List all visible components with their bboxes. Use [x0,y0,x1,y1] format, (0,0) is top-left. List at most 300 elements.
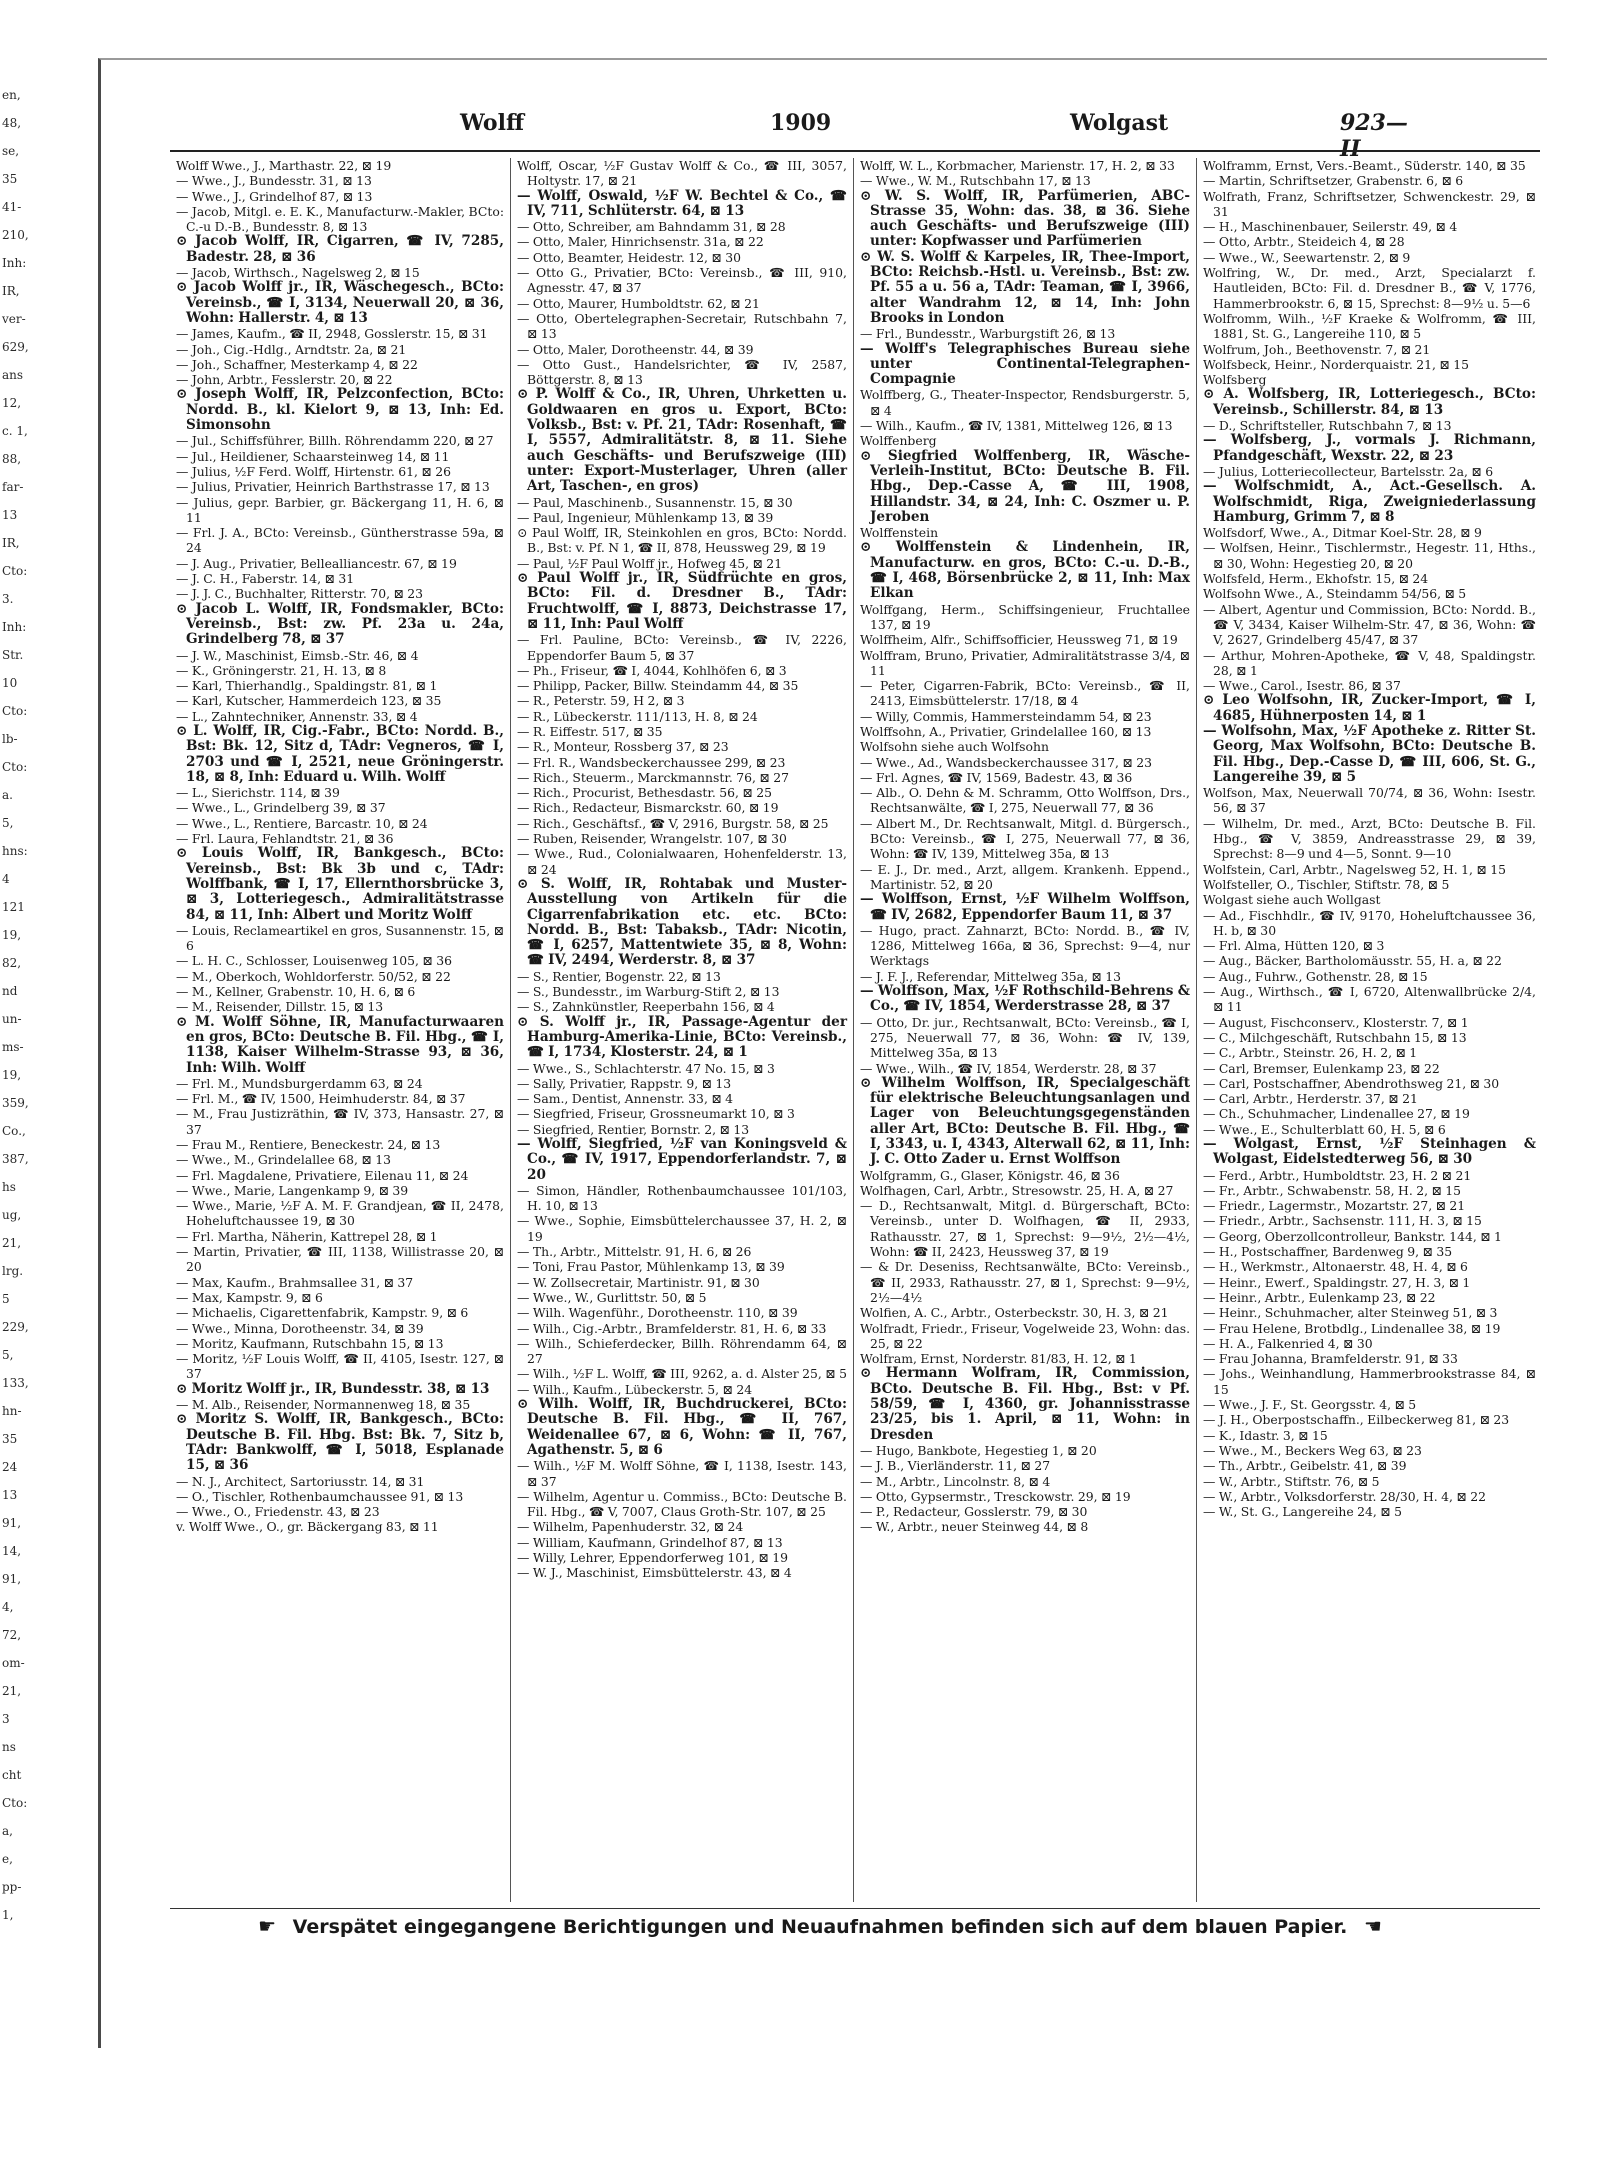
directory-entry: — Wwe., W. M., Rutschbahn 17, ⊠ 13 [860,173,1091,189]
directory-entry: ⊙ Siegfried Wolffenberg, IR, Wäsche-Verleih-Institut, BCto: Deutsche B. Fil. Hbg., Dep.-Casse A, ☎ III, 1908, Hillandstr. 34, ⊠ 24, Inh: C. Oszmer u. P. Jeroben [860,447,1190,525]
directory-entry: — Joh., Cig.-Hdlg., Arndtstr. 2a, ⊠ 21 [176,341,407,357]
directory-entry: — Wwe., W., Seewartenstr. 2, ⊠ 9 [1203,249,1411,265]
directory-entry: — Wilhelm, Papenhuderstr. 32, ⊠ 24 [517,1519,744,1535]
directory-heading-entry: Wolfsteller, O., Tischler, Stiftstr. 78, ⊠ 5 [1203,876,1450,892]
directory-entry: — S., Bundesstr., im Warburg-Stift 2, ⊠ 13 [517,984,780,1000]
directory-entry: — J. F. J., Referendar, Mittelweg 35a, ⊠ 13 [860,968,1121,984]
directory-entry: — Moritz, ½F Louis Wolff, ☎ II, 4105, Isestr. 127, ⊠ 37 [176,1351,504,1382]
directory-entry: — K., Idastr. 3, ⊠ 15 [1203,1427,1328,1443]
directory-entry: ⊙ Moritz S. Wolff, IR, Bankgesch., BCto: Deutsche B. Fil. Hbg. Bst: Bk. 7, Sitz b, TAdr: Bankwolff, ☎ I, 5018, Esplanade 15, ⊠ 36 [176,1411,504,1474]
gutter-fragment: 82, [2,956,22,970]
header-year: 1909 [770,110,832,136]
gutter-fragment: 21, [2,1684,22,1698]
footer-notice [220,1914,1420,1938]
directory-entry: — Joh., Schaffner, Mesterkamp 4, ⊠ 22 [176,356,418,372]
directory-entry: — Ch., Schuhmacher, Lindenallee 27, ⊠ 19 [1203,1106,1470,1122]
gutter-fragment: 72, [2,1628,22,1642]
directory-entry: — Carl, Bremser, Eulenkamp 23, ⊠ 22 [1203,1060,1440,1076]
directory-entry: — Otto Gust., Handelsrichter, ☎ IV, 2587, Böttgerstr. 8, ⊠ 13 [517,356,847,388]
pointing-hand-left-icon: ☚ [1363,1914,1382,1938]
gutter-fragment: 5, [2,1348,14,1362]
column-2 [510,158,853,1902]
directory-entry: ⊙ Jacob L. Wolff, IR, Fondsmakler, BCto: Vereinsb., Bst: zw. Pf. 23a u. 24a, Grindelberg 78, ⊠ 37 [176,600,504,648]
directory-entry: — Frl. M., ☎ IV, 1500, Heimhuderstr. 84, ⊠ 37 [176,1091,466,1107]
directory-entry: — Siegfried, Friseur, Grossneumarkt 10, ⊠ 3 [517,1106,795,1122]
directory-entry: — Wwe., Sophie, Eimsbüttelerchaussee 37, H. 2, ⊠ 19 [517,1213,847,1244]
directory-entry: — Aug., Fuhrw., Gothenstr. 28, ⊠ 15 [1203,968,1428,984]
gutter-fragment: 35 [2,1432,18,1446]
directory-entry: ⊙ W. S. Wolff & Karpeles, IR, Thee-Import, BCto: Reichsb.-Hstl. u. Vereinsb., Bst: zw. Pf. 55 a u. 56 a, TAdr: Teaman, ☎ I, 3966, alter Wandrahm 12, ⊠ 14, Inh: John Brooks in London [860,248,1190,326]
directory-entry: — Wilhelm, Dr. med., Arzt, BCto: Deutsche B. Fil. Hbg., ☎ V, 3859, Andreasstrasse 29, ⊠ 39, Sprechst: 8—9 und 4—5, Sonnt. 9—10 [1203,815,1536,862]
directory-entry: — Frau Johanna, Bramfelderstr. 91, ⊠ 33 [1203,1351,1458,1367]
directory-entry: — Paul, ½F Paul Wolff jr., Hofweg 45, ⊠ 21 [517,555,783,571]
header-page-number: 923—II [1340,110,1408,162]
gutter-fragment: 3. [2,592,14,606]
gutter-fragment: a, [2,1824,13,1838]
directory-entry: Wolff, W. L., Korbmacher, Marienstr. 17, H. 2, ⊠ 33 [860,158,1175,173]
directory-entry: ⊙ Paul Wolff jr., IR, Südfrüchte en gros, BCto: Fil. d. Dresdner B., TAdr: Fruchtwolff, ☎ I, 8873, Deichstrasse 17, ⊠ 11, Inh: Paul Wolff [517,570,847,632]
directory-entry: — Th., Arbtr., Geibelstr. 41, ⊠ 39 [1203,1458,1407,1474]
directory-entry: ⊙ Wolffenstein & Lindenhein, IR, Manufacturw. en gros, BCto: C.-u. D.-B., ☎ I, 468, Börsenbrücke 2, ⊠ 11, Inh: Max Elkan [860,539,1190,602]
directory-entry: — Aug., Bäcker, Bartholomäusstr. 55, H. a, ⊠ 22 [1203,953,1502,969]
gutter-fragment: 121 [2,900,25,914]
directory-entry: — Ph., Friseur, ☎ I, 4044, Kohlhöfen 6, ⊠ 3 [517,662,787,678]
directory-entry: — R., Peterstr. 59, H 2, ⊠ 3 [517,693,685,709]
gutter-fragment: 13 [2,1488,18,1502]
directory-entry: — L., Sierichstr. 114, ⊠ 39 [176,785,340,801]
directory-entry: — Jul., Heildiener, Schaarsteinweg 14, ⊠ 11 [176,448,450,464]
pointing-hand-right-icon: ☛ [258,1914,277,1938]
directory-entry: — O., Tischler, Rothenbaumchaussee 91, ⊠ 13 [176,1488,464,1504]
directory-entry: — Frl. Pauline, BCto: Vereinsb., ☎ IV, 2226, Eppendorfer Baum 5, ⊠ 37 [517,632,847,663]
directory-entry: — P., Redacteur, Gosslerstr. 79, ⊠ 30 [860,1504,1088,1520]
directory-entry: — Friedr., Lagermstr., Mozartstr. 27, ⊠ 21 [1203,1198,1466,1214]
directory-entry: — N. J., Architect, Sartoriusstr. 14, ⊠ 31 [176,1473,425,1489]
directory-heading-entry: Wolfien, A. C., Arbtr., Osterbeckstr. 30, H. 3, ⊠ 21 [860,1305,1169,1321]
gutter-fragment: ver- [2,312,26,326]
directory-entry: Wolff, Oscar, ½F Gustav Wolff & Co., ☎ III, 3057, Holtystr. 17, ⊠ 21 [517,158,847,189]
directory-heading-entry: Wolfring, W., Dr. med., Arzt, Specialarzt f. Hautleiden, BCto: Fil. d. Dresdner B., ☎ V, 1776, Hammerbrookstr. 6, ⊠ 15, Sprechst: 8—9½ u. 5—6 [1203,265,1536,311]
gutter-fragment: ans [2,368,24,382]
gutter-fragment: Inh: [2,256,27,270]
directory-entry: — Wilh., Kaufm., Lübeckerstr. 5, ⊠ 24 [517,1381,753,1397]
page-header [170,110,1420,162]
directory-entry: — Wwe., S., Schlachterstr. 47 No. 15, ⊠ 3 [517,1060,775,1076]
directory-entry: ⊙ Jacob Wolff jr., IR, Wäschegesch., BCto: Vereinsb., ☎ I, 3134, Neuerwall 20, ⊠ 36, Wohn: Hallerstr. 4, ⊠ 13 [176,279,504,326]
directory-heading-entry: Wolffsohn, A., Privatier, Grindelallee 160, ⊠ 13 [860,723,1152,739]
directory-entry: — Fr., Arbtr., Schwabenstr. 58, H. 2, ⊠ 15 [1203,1182,1462,1198]
directory-entry: — H., Postschaffner, Bardenweg 9, ⊠ 35 [1203,1244,1453,1260]
directory-entry: — Simon, Händler, Rothenbaumchaussee 101/103, H. 10, ⊠ 13 [517,1182,847,1214]
gutter-fragment: 629, [2,340,29,354]
directory-entry: — Moritz, Kaufmann, Rutschbahn 15, ⊠ 13 [176,1335,444,1351]
directory-entry: — William, Kaufmann, Grindelhof 87, ⊠ 13 [517,1534,783,1550]
gutter-fragment: 10 [2,676,18,690]
gutter-fragment: cht [2,1768,22,1782]
directory-entry: ⊙ Wilhelm Wolffson, IR, Specialgeschäft für elektrische Beleuchtungsanlagen und Lager von Beleuchtungsgegenständen aller Art, BCto: Deutsche B. Fil. Hbg., ☎ I, 3343, u. I, 4343, Alterwall 62, ⊠ 11, Inh: J. C. Otto Zader u. Ernst Wolffson [860,1074,1190,1168]
gutter-fragment: 210, [2,228,29,242]
gutter-fragment: 3 [2,1712,10,1726]
directory-entry: — Wolfsen, Heinr., Tischlermstr., Hegestr. 11, Hths., ⊠ 30, Wohn: Hegestieg 20, ⊠ 20 [1203,540,1536,571]
directory-entry: — M., Kellner, Grabenstr. 10, H. 6, ⊠ 6 [176,984,416,1000]
directory-entry: — Ruben, Reisender, Wrangelstr. 107, ⊠ 30 [517,831,787,847]
directory-entry: — W., Arbtr., neuer Steinweg 44, ⊠ 8 [860,1519,1089,1535]
directory-entry: — Wolgast, Ernst, ½F Steinhagen & Wolgast, Eidelstedterweg 56, ⊠ 30 [1203,1136,1536,1168]
directory-entry: — Willy, Lehrer, Eppendorferweg 101, ⊠ 19 [517,1550,789,1566]
directory-entry: — Siegfried, Rentier, Bornstr. 2, ⊠ 13 [517,1121,750,1137]
directory-heading-entry: Wolfsohn siehe auch Wolfsohn [860,739,1049,755]
directory-entry: — Frl., Bundesstr., Warburgstift 26, ⊠ 13 [860,326,1116,342]
gutter-fragment: 88, [2,452,22,466]
directory-entry: — S., Rentier, Bogenstr. 22, ⊠ 13 [517,968,721,984]
directory-heading-entry: Wolframm, Ernst, Vers.-Beamt., Süderstr. 140, ⊠ 35 [1203,158,1526,173]
gutter-fragment: hs [2,1180,16,1194]
gutter-fragment: c. 1, [2,424,28,438]
directory-entry: — Wwe., M., Beckers Weg 63, ⊠ 23 [1203,1442,1422,1458]
directory-entry: — Carl, Postschaffner, Abendrothsweg 21, ⊠ 30 [1203,1075,1500,1091]
directory-entry: — Wilh., Schieferdecker, Billh. Röhrendamm 64, ⊠ 27 [517,1335,847,1367]
directory-entry: — Albert, Agentur und Commission, BCto: Nordd. B., ☎ V, 3434, Kaiser Wilhelm-Str. 47, ⊠ 36, Wohn: ☎ V, 2627, Grindelberg 45/47, ⊠ 37 [1203,601,1536,648]
gutter-fragment: Cto: [2,1796,28,1810]
directory-entry: — Jul., Schiffsführer, Billh. Röhrendamm 220, ⊠ 27 [176,433,494,449]
directory-entry: — Rich., Procurist, Bethesdastr. 56, ⊠ 25 [517,785,773,801]
directory-columns [170,158,1542,1902]
column-3 [853,158,1196,1902]
directory-entry: — Willy, Commis, Hammersteindamm 54, ⊠ 23 [860,708,1152,724]
gutter-fragment: lb- [2,732,18,746]
directory-entry: — Otto, Maler, Dorotheenstr. 44, ⊠ 39 [517,341,754,357]
gutter-fragment: 13 [2,508,18,522]
gutter-fragment: 229, [2,1320,29,1334]
directory-entry: — S., Zahnkünstler, Reeperbahn 156, ⊠ 4 [517,999,775,1015]
directory-entry: — Ad., Fischhdlr., ☎ IV, 9170, Hoheluftchaussee 36, H. b, ⊠ 30 [1203,907,1536,938]
directory-entry: — Otto, Maler, Hinrichsenstr. 31a, ⊠ 22 [517,234,764,250]
directory-entry: ⊙ L. Wolff, IR, Cig.-Fabr., BCto: Nordd. B., Bst: Bk. 12, Sitz d, TAdr: Vegneros, ☎ I, 2703 und ☎ I, 2521, neue Gröningerstr. 18, ⊠ 8, Inh: Eduard u. Wilh. Wolff [176,722,504,785]
gutter-fragment: ug, [2,1208,22,1222]
gutter-fragment: hn- [2,1404,22,1418]
directory-entry: — C., Milchgeschäft, Rutschbahn 15, ⊠ 13 [1203,1029,1467,1045]
directory-entry: — Rich., Steuerm., Marckmannstr. 76, ⊠ 27 [517,769,790,785]
directory-entry: — Julius, Privatier, Heinrich Barthstrasse 17, ⊠ 13 [176,479,490,495]
directory-entry: — Wwe., J., Grindelhof 87, ⊠ 13 [176,188,373,204]
directory-entry: — Rich., Redacteur, Bismarckstr. 60, ⊠ 19 [517,800,779,816]
directory-entry: — Wwe., L., Rentiere, Barcastr. 10, ⊠ 24 [176,815,428,831]
gutter-fragment: 35 [2,172,18,186]
directory-entry: — J. B., Vierländerstr. 11, ⊠ 27 [860,1458,1051,1474]
directory-entry: ⊙ Wilh. Wolff, IR, Buchdruckerei, BCto: Deutsche B. Fil. Hbg., ☎ II, 767, Weidenallee 67, ⊠ 6, Wohn: ☎ II, 767, Agathenstr. 5, ⊠ 6 [517,1396,847,1458]
directory-entry: — Hugo, Bankbote, Hegestieg 1, ⊠ 20 [860,1442,1097,1458]
directory-entry: — Jacob, Wirthsch., Nagelsweg 2, ⊠ 15 [176,265,420,281]
directory-entry: — Frl. Magdalene, Privatiere, Eilenau 11, ⊠ 24 [176,1167,469,1183]
directory-entry: — L., Zahntechniker, Annenstr. 33, ⊠ 4 [176,708,418,724]
directory-entry: — J. H., Oberpostschaffn., Eilbeckerweg 81, ⊠ 23 [1203,1412,1510,1428]
gutter-fragment: 5 [2,1292,10,1306]
directory-entry: — Peter, Cigarren-Fabrik, BCto: Vereinsb., ☎ II, 2413, Eimsbüttelerstr. 17/18, ⊠ 4 [860,678,1190,709]
directory-entry: — Jacob, Mitgl. e. E. K., Manufacturw.-Makler, BCto: C.-u D.-B., Bundesstr. 8, ⊠ 13 [176,203,504,235]
directory-entry: — Wwe., M., Grindelallee 68, ⊠ 13 [176,1152,391,1168]
gutter-fragment: hns: [2,844,28,858]
gutter-fragment: 19, [2,1068,22,1082]
directory-entry: ⊙ W. S. Wolff, IR, Parfümerien, ABC-Strasse 35, Wohn: das. 38, ⊠ 36. Siehe auch Geschäfts- und Berufszweige (III) unter: Kopfwasser und Parfümerien [860,187,1190,250]
directory-entry: — Wolfsohn, Max, ½F Apotheke z. Ritter St. Georg, Max Wolfsohn, BCto: Deutsche B. Fil. Hbg., Dep.-Casse D, ☎ III, 606, St. G., Langereihe 39, ⊠ 5 [1203,722,1536,785]
directory-entry: — Wolffson, Max, ½F Rothschild-Behrens & Co., ☎ IV, 1854, Werderstrasse 28, ⊠ 37 [860,983,1190,1015]
directory-entry: — Frl. M., Mundsburgerdamm 63, ⊠ 24 [176,1075,423,1091]
directory-entry: ⊙ M. Wolff Söhne, IR, Manufacturwaaren en gros, BCto: Deutsche B. Fil. Hbg., ☎ I, 1138, Kaiser Wilhelm-Strasse 93, ⊠ 36, Inh: Wilh. Wolff [176,1013,504,1076]
left-page-gutter [0,58,92,1988]
directory-heading-entry: Wolfromm, Wilh., ½F Kraeke & Wolfromm, ☎ III, 1881, St. G., Langereihe 110, ⊠ 5 [1203,310,1536,342]
directory-entry: — Wolff, Siegfried, ½F van Koningsveld & Co., ☎ IV, 1917, Eppendorferlandstr. 7, ⊠ 20 [517,1136,847,1183]
directory-entry: — Otto, Arbtr., Steideich 4, ⊠ 28 [1203,234,1405,250]
directory-entry: — Philipp, Packer, Billw. Steindamm 44, ⊠ 35 [517,678,799,694]
footer-text: Verspätet eingegangene Berichtigungen und Neuaufnahmen befinden sich auf dem blauen Papier. [292,1916,1348,1938]
directory-entry: — Hugo, pract. Zahnarzt, BCto: Nordd. B., ☎ IV, 1286, Mittelweg 166a, ⊠ 36, Sprechst: 9—4, nur Werktags [860,922,1190,969]
directory-entry: — Frl. Martha, Näherin, Kattrepel 28, ⊠ 1 [176,1228,438,1244]
directory-entry: — Frl. Laura, Fehlandtstr. 21, ⊠ 36 [176,831,394,847]
directory-entry: — Heinr., Ewerf., Spaldingstr. 27, H. 3, ⊠ 1 [1203,1274,1471,1290]
directory-entry: — Michaelis, Cigarettenfabrik, Kampstr. 9, ⊠ 6 [176,1305,469,1321]
directory-entry: — Wwe., E., Schulterblatt 60, H. 5, ⊠ 6 [1203,1121,1446,1137]
gutter-fragment: IR, [2,284,20,298]
gutter-fragment: ms- [2,1040,24,1054]
directory-entry: — M., Arbtr., Lincolnstr. 8, ⊠ 4 [860,1473,1051,1489]
directory-entry: — August, Fischconserv., Klosterstr. 7, ⊠ 1 [1203,1014,1469,1030]
directory-entry: — Frl. R., Wandsbeckerchaussee 299, ⊠ 23 [517,754,786,770]
directory-entry: — Frau M., Rentiere, Beneckestr. 24, ⊠ 13 [176,1137,441,1152]
directory-entry: — Rich., Geschäftsf., ☎ V, 2916, Burgstr. 58, ⊠ 25 [517,815,829,831]
directory-entry: — Julius, gepr. Barbier, gr. Bäckergang 11, H. 6, ⊠ 11 [176,494,504,525]
directory-entry: — Otto, Maurer, Humboldtstr. 62, ⊠ 21 [517,295,760,311]
directory-heading-entry: Wolffram, Bruno, Privatier, Admiralitätstrasse 3/4, ⊠ 11 [860,647,1190,678]
directory-entry: ⊙ Joseph Wolff, IR, Pelzconfection, BCto: Nordd. B., kl. Kielort 9, ⊠ 13, Inh: Ed. Simonsohn [176,386,504,434]
directory-entry: — Wolfsberg, J., vormals J. Richmann, Pfandgeschäft, Wexstr. 22, ⊠ 23 [1203,432,1536,464]
gutter-fragment: 359, [2,1096,29,1110]
directory-entry: — C., Arbtr., Steinstr. 26, H. 2, ⊠ 1 [1203,1045,1418,1061]
gutter-fragment: IR, [2,536,20,550]
directory-heading-entry: Wolffenstein [860,525,939,541]
directory-heading-entry: Wolfstein, Carl, Arbtr., Nagelsweg 52, H. 1, ⊠ 15 [1203,861,1506,877]
directory-entry: — Karl, Kutscher, Hammerdeich 123, ⊠ 35 [176,693,442,709]
gutter-fragment: Cto: [2,704,28,718]
directory-entry: — R., Monteur, Rossberg 37, ⊠ 23 [517,739,729,755]
directory-entry: — Th., Arbtr., Mittelstr. 91, H. 6, ⊠ 26 [517,1244,752,1260]
gutter-fragment: 24 [2,1460,18,1474]
directory-entry: — John, Arbtr., Fesslerstr. 20, ⊠ 22 [176,372,393,388]
directory-entry: — Toni, Frau Pastor, Mühlenkamp 13, ⊠ 39 [517,1259,785,1275]
directory-entry: — Frau Helene, Brotbdlg., Lindenallee 38, ⊠ 19 [1203,1320,1501,1336]
gutter-fragment: 5, [2,816,14,830]
directory-heading-entry: Wolfsberg [1203,372,1267,388]
gutter-fragment: 387, [2,1152,29,1166]
directory-entry: — W., Arbtr., Stiftstr. 76, ⊠ 5 [1203,1473,1380,1489]
gutter-fragment: ns [2,1740,16,1754]
directory-entry: ⊙ Moritz Wolff jr., IR, Bundesstr. 38, ⊠ 13 [176,1380,490,1397]
directory-entry: — Otto, Gypsermstr., Tresckowstr. 29, ⊠ 19 [860,1488,1131,1504]
directory-entry: — Frl. J. A., BCto: Vereinsb., Güntherstrasse 59a, ⊠ 24 [176,525,504,556]
directory-heading-entry: Wolfradt, Friedr., Friseur, Vogelweide 23, Wohn: das. 25, ⊠ 22 [860,1320,1191,1351]
gutter-fragment: 12, [2,396,22,410]
gutter-fragment: Str. [2,648,24,662]
directory-entry: — Wwe., W., Gurlittstr. 50, ⊠ 5 [517,1289,707,1305]
directory-entry: — Sally, Privatier, Rappstr. 9, ⊠ 13 [517,1075,732,1091]
directory-entry: ⊙ P. Wolff & Co., IR, Uhren, Uhrketten u. Goldwaaren en gros u. Export, BCto: Volksb., Bst: v. Pf. 21, TAdr: Rosenhaft, ☎ I, 5557, Admiralitätstr. 8, ⊠ 11. Siehe auch Geschäfts- und Berufszweige (III) unter: Export-Musterlager, Uhren (aller Art, Taschen-, en gros) [517,386,847,495]
directory-entry: — M., Reisender, Dillstr. 15, ⊠ 13 [176,999,384,1015]
directory-entry: — Martin, Schriftsetzer, Grabenstr. 6, ⊠ 6 [1203,173,1464,189]
directory-entry: — Wwe., Rud., Colonialwaaren, Hohenfelderstr. 13, ⊠ 24 [517,846,847,877]
directory-entry: — Otto, Obertelegraphen-Secretair, Rutschbahn 7, ⊠ 13 [517,310,847,342]
directory-entry: — Arthur, Mohren-Apotheke, ☎ V, 48, Spaldingstr. 28, ⊠ 1 [1203,647,1536,678]
directory-heading-entry: Wolfhagen, Carl, Arbtr., Stresowstr. 25, H. A, ⊠ 27 [860,1182,1174,1198]
directory-entry: — Julius, Lotteriecollecteur, Bartelsstr. 2a, ⊠ 6 [1203,463,1494,479]
directory-heading-entry: Wolfrum, Joh., Beethovenstr. 7, ⊠ 21 [1203,341,1431,357]
directory-heading-entry: Wolfsbeck, Heinr., Norderquaistr. 21, ⊠ 15 [1203,356,1469,372]
directory-entry: — L. H. C., Schlosser, Louisenweg 105, ⊠ 36 [176,953,453,969]
directory-entry: — Alb., O. Dehn & M. Schramm, Otto Wolffson, Drs., Rechtsanwälte, ☎ I, 275, Neuerwall 77, ⊠ 36 [860,785,1190,816]
gutter-fragment: 1, [2,1908,14,1922]
gutter-fragment: un- [2,1012,22,1026]
directory-entry: — Wwe., L., Grindelberg 39, ⊠ 37 [176,800,386,816]
gutter-fragment: 91, [2,1516,22,1530]
header-left-keyword: Wolff [460,110,525,136]
gutter-fragment: 41- [2,200,22,214]
gutter-fragment: far- [2,480,24,494]
directory-heading-entry: Wolfsohn Wwe., A., Steindamm 54/56, ⊠ 5 [1203,586,1467,602]
directory-entry: — Wolff, Oswald, ½F W. Bechtel & Co., ☎ IV, 711, Schlüterstr. 64, ⊠ 13 [517,187,847,219]
gutter-fragment: 91, [2,1572,22,1586]
directory-entry: — & Dr. Deseniss, Rechtsanwälte, BCto: Vereinsb., ☎ II, 2933, Rathausstr. 27, ⊠ 1, Sprechst: 9—9½, 2½—4½ [860,1259,1190,1305]
gutter-fragment: en, [2,88,21,102]
directory-entry: — Johs., Weinhandlung, Hammerbrookstrasse 84, ⊠ 15 [1203,1366,1536,1397]
gutter-fragment: 21, [2,1236,22,1250]
directory-entry: — Wwe., Minna, Dorotheenstr. 34, ⊠ 39 [176,1320,424,1336]
directory-entry: — Otto, Dr. jur., Rechtsanwalt, BCto: Vereinsb., ☎ I, 275, Neuerwall 77, ⊠ 36, Wohn: ☎ IV, 139, Mittelweg 35a, ⊠ 13 [860,1014,1190,1061]
directory-entry: ⊙ Paul Wolff, IR, Steinkohlen en gros, BCto: Nordd. B., Bst: v. Pf. N 1, ☎ II, 878, Heussweg 29, ⊠ 19 [517,525,847,556]
directory-heading-entry: Wolgast siehe auch Wollgast [1203,892,1381,908]
directory-entry: ⊙ Jacob Wolff, IR, Cigarren, ☎ IV, 7285, Badestr. 28, ⊠ 36 [176,233,504,265]
directory-heading-entry: Wolffberg, G., Theater-Inspector, Rendsburgerstr. 5, ⊠ 4 [860,387,1190,418]
gutter-fragment: 14, [2,1544,22,1558]
gutter-fragment: 19, [2,928,22,942]
directory-entry: — Friedr., Arbtr., Sachsenstr. 111, H. 3, ⊠ 15 [1203,1213,1482,1229]
directory-entry: — Julius, ½F Ferd. Wolff, Hirtenstr. 61, ⊠ 26 [176,463,451,479]
directory-entry: — M., Oberkoch, Wohldorferstr. 50/52, ⊠ 22 [176,968,451,984]
directory-entry: — Heinr., Arbtr., Eulenkamp 23, ⊠ 22 [1203,1289,1436,1305]
directory-heading-entry: Wolffheim, Alfr., Schiffsofficier, Heussweg 71, ⊠ 19 [860,632,1178,648]
directory-entry: — M., Frau Justizräthin, ☎ IV, 373, Hansastr. 27, ⊠ 37 [176,1106,504,1137]
directory-heading-entry: Wolfgramm, G., Glaser, Königstr. 46, ⊠ 36 [860,1167,1120,1183]
directory-entry: — Wolffson, Ernst, ½F Wilhelm Wolffson, ☎ IV, 2682, Eppendorfer Baum 11, ⊠ 37 [860,891,1190,923]
directory-entry: — Otto G., Privatier, BCto: Vereinsb., ☎ III, 910, Agnesstr. 47, ⊠ 37 [517,265,847,296]
directory-entry: ⊙ S. Wolff jr., IR, Passage-Agentur der Hamburg-Amerika-Linie, BCto: Vereinsb., ☎ I, 1734, Klosterstr. 24, ⊠ 1 [517,1013,847,1061]
directory-entry: — Louis, Reclameartikel en gros, Susannenstr. 15, ⊠ 6 [176,922,504,954]
gutter-fragment: 4 [2,872,10,886]
gutter-fragment: Co., [2,1124,26,1138]
directory-entry: — Karl, Thierhandlg., Spaldingstr. 81, ⊠ 1 [176,678,438,694]
directory-entry: — Wilh., Kaufm., ☎ IV, 1381, Mittelweg 126, ⊠ 13 [860,418,1173,434]
directory-entry: — Wilh., Cig.-Arbtr., Bramfelderstr. 81, H. 6, ⊠ 33 [517,1320,827,1336]
directory-heading-entry: Wolfsdorf, Wwe., A., Ditmar Koel-Str. 28, ⊠ 9 [1203,525,1482,541]
gutter-fragment: lrg. [2,1264,24,1278]
directory-entry: — J. W., Maschinist, Eimsb.-Str. 46, ⊠ 4 [176,647,419,663]
directory-entry: — Otto, Beamter, Heidestr. 12, ⊠ 30 [517,249,741,265]
directory-entry: — J. C. H., Faberstr. 14, ⊠ 31 [176,571,355,587]
gutter-fragment: Inh: [2,620,27,634]
directory-entry: — W. J., Maschinist, Eimsbüttelerstr. 43, ⊠ 4 [517,1565,792,1581]
directory-entry: — Aug., Wirthsch., ☎ I, 6720, Altenwallbrücke 2/4, ⊠ 11 [1203,984,1536,1015]
header-right-keyword: Wolgast [1070,110,1169,136]
directory-entry: — Otto, Schreiber, am Bahndamm 31, ⊠ 28 [517,219,786,235]
gutter-fragment: 4, [2,1600,14,1614]
directory-entry: — Wolff's Telegraphisches Bureau siehe unter Continental-Telegraphen-Compagnie [860,340,1190,388]
gutter-fragment: 133, [2,1376,29,1390]
gutter-fragment: om- [2,1656,25,1670]
directory-entry: — Wwe., Carol., Isestr. 86, ⊠ 37 [1203,678,1401,694]
directory-heading-entry: Wolfrath, Franz, Schriftsetzer, Schwenckestr. 29, ⊠ 31 [1203,188,1536,219]
directory-entry: ⊙ S. Wolff, IR, Rohtabak und Muster-Ausstellung von Artikeln für die Cigarrenfabrikation etc. etc. BCto: Nordd. B., Bst: Tabaksb., TAdr: Nicotin, ☎ I, 6257, Mattentwiete 35, ⊠ 8, Wohn: ☎ IV, 2494, Werderstr. 8, ⊠ 37 [517,875,847,969]
column-4 [1196,158,1542,1902]
directory-entry: — Wilh. Wagenführ., Dorotheenstr. 110, ⊠ 39 [517,1305,798,1321]
gutter-fragment: pp- [2,1880,22,1894]
gutter-fragment: nd [2,984,18,998]
directory-heading-entry: Wolfram, Ernst, Norderstr. 81/83, H. 12, ⊠ 1 [860,1351,1137,1367]
directory-entry: — W., St. G., Langereihe 24, ⊠ 5 [1203,1504,1403,1520]
directory-entry: — Paul, Maschinenb., Susannenstr. 15, ⊠ 30 [517,494,793,510]
directory-entry: — James, Kaufm., ☎ II, 2948, Gosslerstr. 15, ⊠ 31 [176,326,488,342]
directory-heading-entry: Wolfsfeld, Herm., Ekhofstr. 15, ⊠ 24 [1203,571,1429,587]
directory-entry: — Heinr., Schuhmacher, alter Steinweg 51, ⊠ 3 [1203,1305,1498,1321]
directory-entry: — H. A., Falkenried 4, ⊠ 30 [1203,1335,1373,1351]
directory-entry: v. Wolff Wwe., O., gr. Bäckergang 83, ⊠ 11 [176,1519,439,1535]
directory-heading-entry: Wolffgang, Herm., Schiffsingenieur, Fruchtallee 137, ⊠ 19 [860,601,1190,632]
directory-entry: — K., Gröningerstr. 21, H. 13, ⊠ 8 [176,662,387,678]
directory-entry: — Paul, Ingenieur, Mühlenkamp 13, ⊠ 39 [517,509,774,525]
directory-entry: — Wwe., Ad., Wandsbeckerchaussee 317, ⊠ 23 [860,754,1153,770]
directory-entry: — Albert M., Dr. Rechtsanwalt, Mitgl. d. Bürgersch., BCto: Vereinsb., ☎ I, 275, Neuerwall 77, ⊠ 36, Wohn: ☎ IV, 139, Mittelweg 35a, ⊠ 13 [860,815,1190,862]
directory-entry: — D., Schriftsteller, Rutschbahn 7, ⊠ 13 [1203,418,1452,434]
directory-entry: — Frl. Alma, Hütten 120, ⊠ 3 [1203,938,1385,954]
footer-rule [170,1908,1540,1909]
directory-entry: ⊙ Louis Wolff, IR, Bankgesch., BCto: Vereinsb., Bst: Bk 3b und c, TAdr: Wolffbank, ☎ I, 17, Ellernthorsbrücke 3, ⊠ 3, Lotteriegesch., Admiralitätstrasse 84, ⊠ 11, Inh: Albert und Moritz Wolff [176,845,504,923]
directory-entry: Wolff Wwe., J., Marthastr. 22, ⊠ 19 [176,158,392,173]
directory-entry: — Wolfschmidt, A., Act.-Gesellsch. A. Wolfschmidt, Riga, Zweigniederlassung Hamburg, Grimm 7, ⊠ 8 [1203,478,1536,525]
directory-entry: — Georg, Oberzollcontrolleur, Bankstr. 144, ⊠ 1 [1203,1228,1502,1244]
directory-entry: — R., Lübeckerstr. 111/113, H. 8, ⊠ 24 [517,708,758,724]
directory-entry: — Wilhelm, Agentur u. Commiss., BCto: Deutsche B. Fil. Hbg., ☎ V, 7007, Claus Groth-Str. 107, ⊠ 25 [517,1488,847,1520]
directory-entry: — W., Arbtr., Volksdorferstr. 28/30, H. 4, ⊠ 22 [1203,1488,1487,1504]
directory-entry: — J. Aug., Privatier, Bellealliancestr. 67, ⊠ 19 [176,555,457,571]
directory-entry: ⊙ A. Wolfsberg, IR, Lotteriegesch., BCto: Vereinsb., Schillerstr. 84, ⊠ 13 [1203,386,1536,418]
gutter-fragment: se, [2,144,20,158]
directory-entry: — R. Eiffestr. 517, ⊠ 35 [517,723,663,739]
directory-entry: — E. J., Dr. med., Arzt, allgem. Krankenh. Eppend., Martinistr. 52, ⊠ 20 [860,861,1190,892]
gutter-fragment: a. [2,788,13,802]
directory-entry: — Wwe., Marie, Langenkamp 9, ⊠ 39 [176,1182,409,1198]
directory-entry: — D., Rechtsanwalt, Mitgl. d. Bürgerschaft, BCto: Vereinsb., unter D. Wolfhagen, ☎ II, 2933, Rathausstr. 27, ⊠ 1, Sprechst: 9—9½, 2½—4½, Wohn: ☎ II, 2423, Heussweg 37, ⊠ 19 [860,1198,1190,1260]
directory-entry: — Wilh., ½F L. Wolff, ☎ III, 9262, a. d. Alster 25, ⊠ 5 [517,1366,847,1382]
gutter-fragment: Cto: [2,564,28,578]
directory-entry: — Sam., Dentist, Annenstr. 33, ⊠ 4 [517,1091,734,1107]
directory-entry: — Wilh., ½F M. Wolff Söhne, ☎ I, 1138, Isestr. 143, ⊠ 37 [517,1458,847,1489]
directory-entry: — W. Zollsecretair, Martinistr. 91, ⊠ 30 [517,1274,760,1290]
directory-entry: — H., Werkmstr., Altonaerstr. 48, H. 4, ⊠ 6 [1203,1259,1468,1275]
directory-entry: — Wwe., O., Friedenstr. 43, ⊠ 23 [176,1504,380,1520]
gutter-fragment: e, [2,1852,13,1866]
directory-entry: — H., Maschinenbauer, Seilerstr. 49, ⊠ 4 [1203,219,1458,235]
directory-entry: — Max, Kaufm., Brahmsallee 31, ⊠ 37 [176,1274,414,1290]
header-rule [170,150,1540,152]
gutter-fragment: 48, [2,116,22,130]
directory-heading-entry: Wolffenberg [860,433,937,449]
directory-entry: — Ferd., Arbtr., Humboldtstr. 23, H. 2 ⊠ 21 [1203,1167,1472,1183]
